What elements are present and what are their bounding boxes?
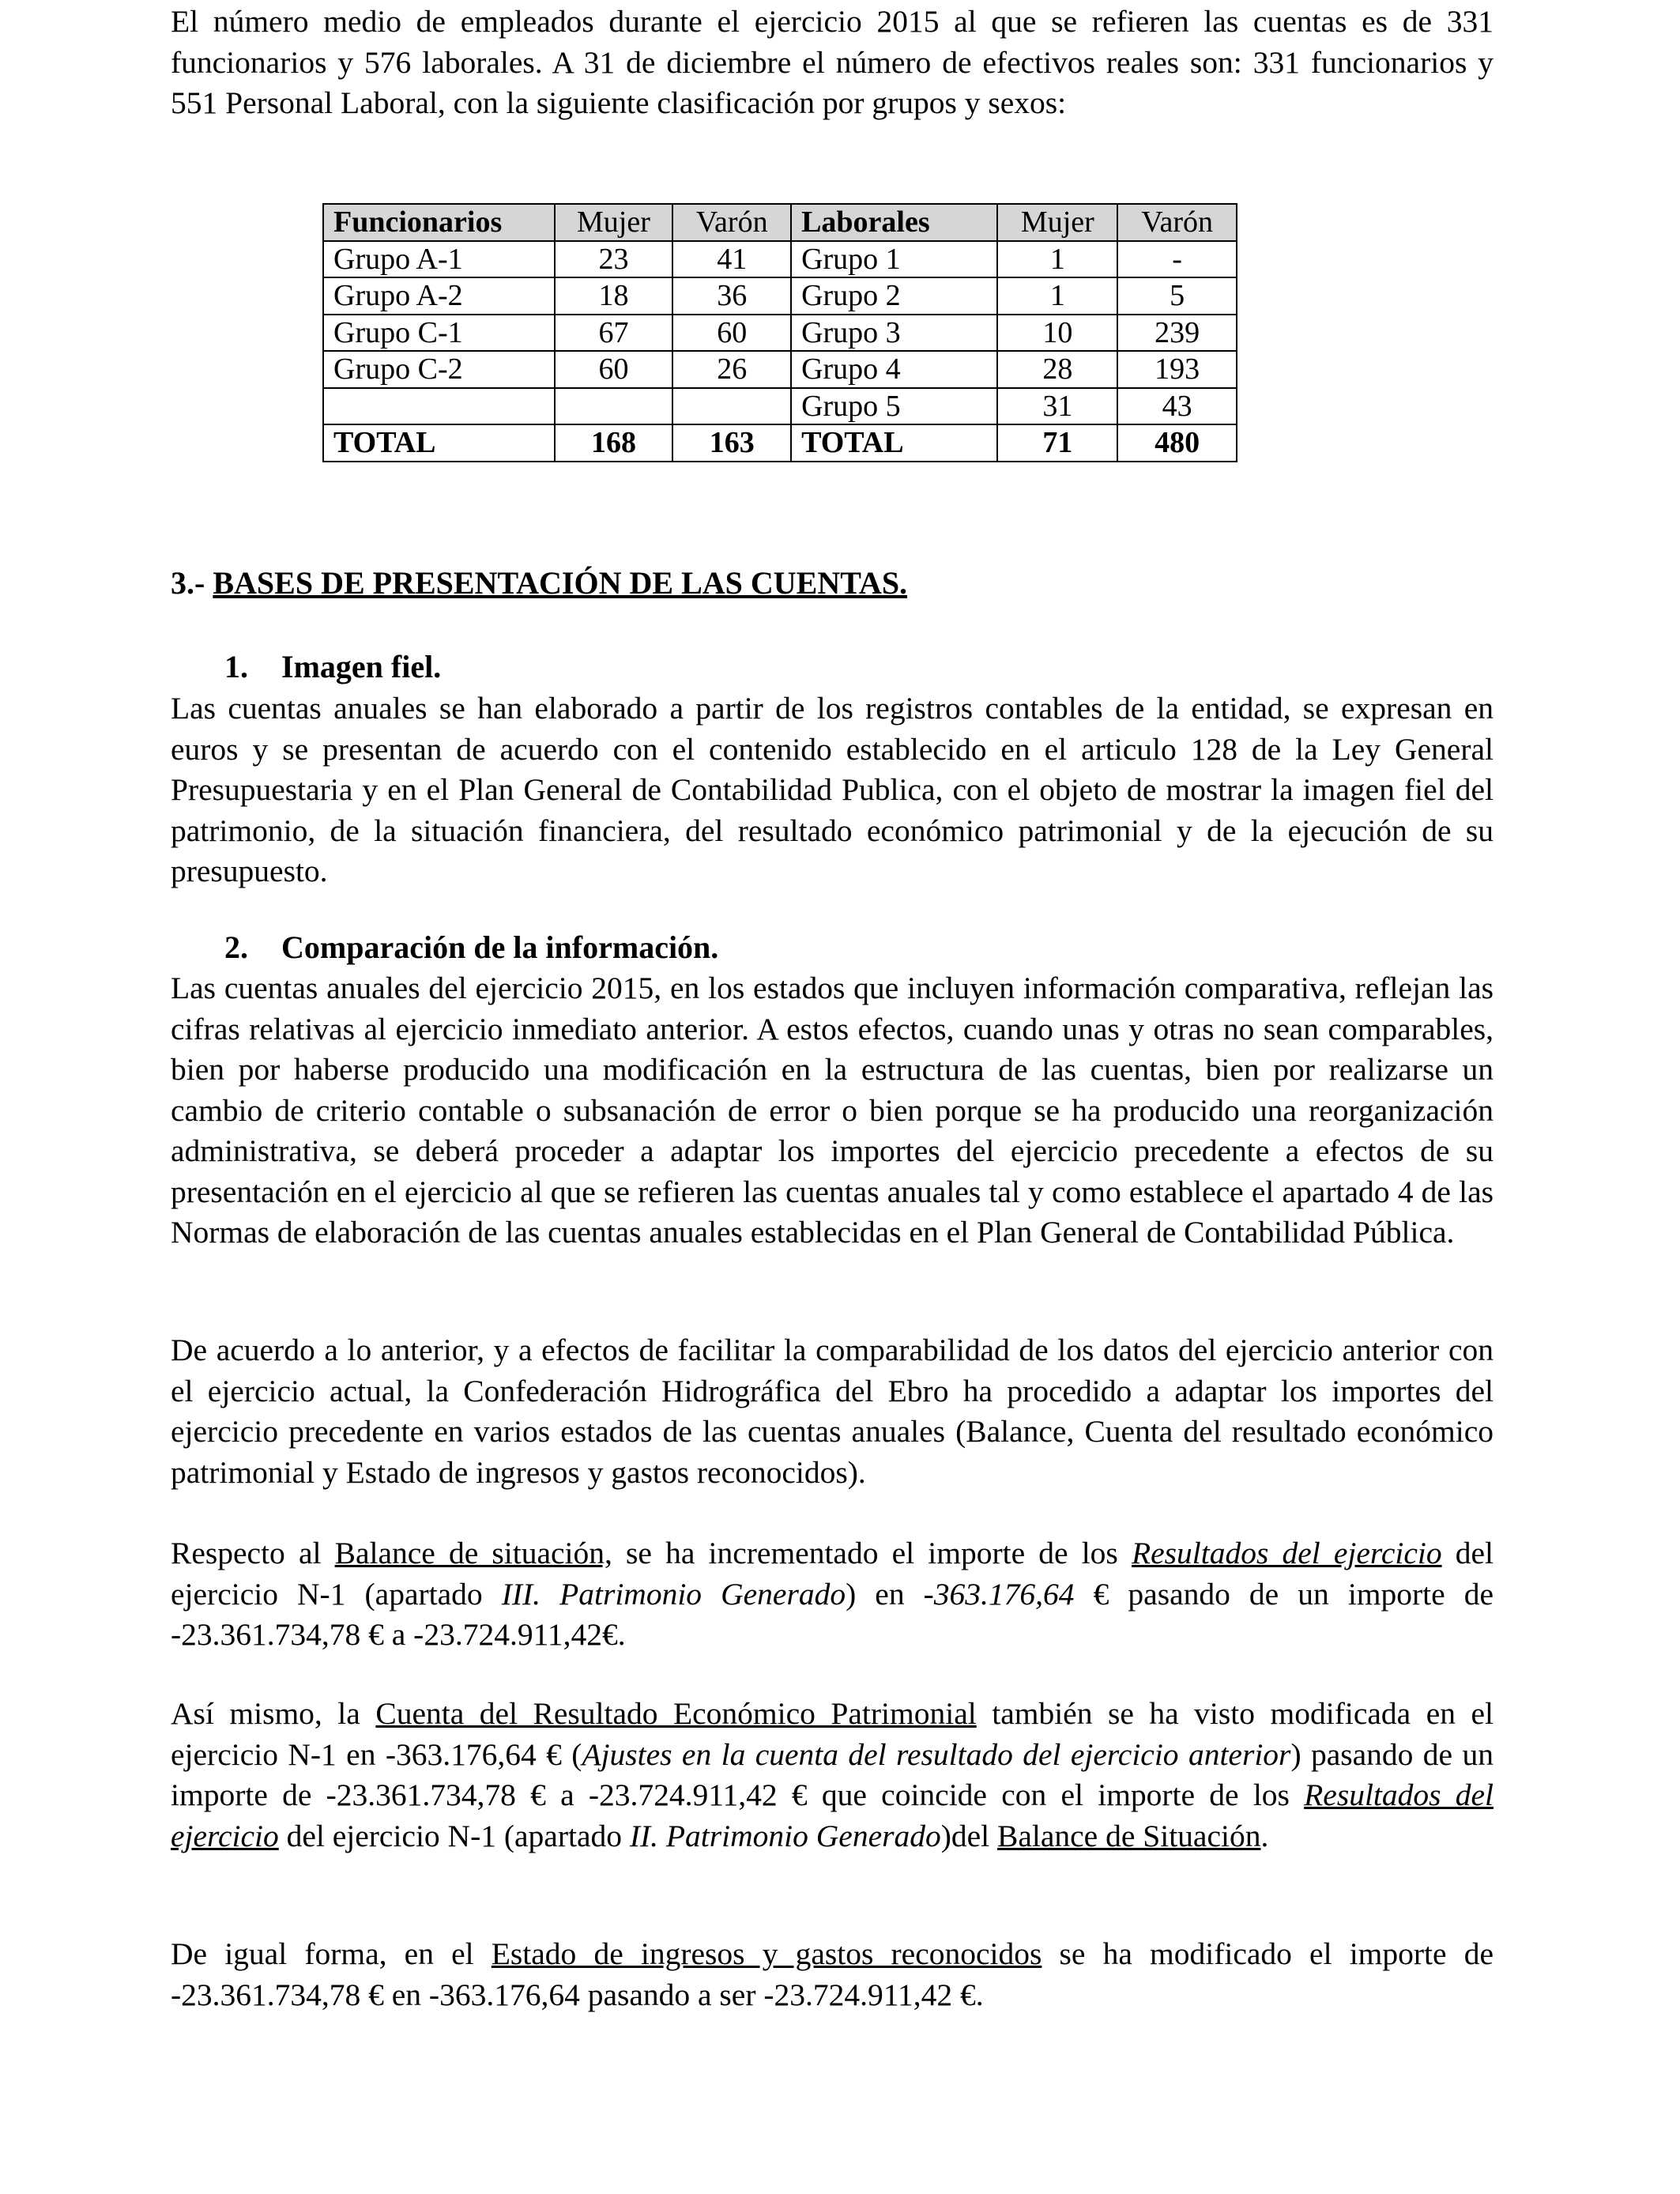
table-cell: 10 [997,315,1117,352]
table-header-cell: Funcionarios [323,204,555,241]
table-cell: 67 [555,315,673,352]
table-cell: Grupo A-1 [323,241,555,278]
table-header-cell: Mujer [555,204,673,241]
text-run: del ejercicio N-1 (apartado [171,1536,1494,1612]
table-cell: Grupo 4 [791,351,997,388]
table-cell: 31 [997,388,1117,425]
table-cell: Grupo C-1 [323,315,555,352]
table-cell: Grupo 3 [791,315,997,352]
estado-ingresos-term: Estado de ingresos y gastos reconocidos [491,1936,1042,1971]
table-row [323,315,1237,352]
table-cell: Grupo C-2 [323,351,555,388]
estado-ingresos-paragraph [171,1934,1494,2015]
text-run: De igual forma, en el [171,1936,492,1971]
table-cell: 28 [997,351,1117,388]
table-header-cell: Laborales [791,204,997,241]
subsection-heading-imagen-fiel [171,647,1494,688]
section-title: BASES DE PRESENTACIÓN DE LAS CUENTAS. [213,565,908,601]
table-cell [555,388,673,425]
table-row [323,388,1237,425]
subsection-title: Comparación de la información. [281,929,719,965]
table-total-cell: 163 [672,424,791,462]
subsection-number: 2. [224,929,248,965]
table-cell: 36 [672,277,791,315]
table-header-cell: Varón [1117,204,1237,241]
imagen-fiel-paragraph: Las cuentas anuales se han elaborado a partir de los registros contables de la entidad, se expresan en euros y se presentan de acuerdo con el contenido establecido en el articulo 128 de la Ley General Presupuestaria y en el Plan General de Contabilidad Publica, con el objeto de mostrar la imagen fiel del patrimonio, de la situación financiera, del resultado económico patrimonial y de la ejecución de su presupuesto. [171,691,1494,888]
section-number: 3.- [171,565,205,601]
text-run: Respecto al [171,1536,335,1570]
text-run: del ejercicio N-1 (apartado [278,1818,630,1853]
cuenta-resultado-term: Cuenta del Resultado Económico Patrimonial [375,1696,977,1731]
text-run: también se ha visto modificada en el ejercicio N-1 en -363.176,64 € ( [171,1696,1494,1772]
text-run: . [1260,1818,1269,1853]
comparacion-paragraph: Las cuentas anuales del ejercicio 2015, en los estados que incluyen información comparativa, reflejan las cifras relativas al ejercicio inmediato anterior. A estos efectos, cuando unas y otras no sean comparables, bien por haberse producido una modificación en la estructura de las cuentas, bien por realizarse un cambio de criterio contable o subsanación de error o bien porque se ha producido una reorganización administrativa, se deberá proceder a adaptar los importes del ejercicio precedente a efectos de su presentación en el ejercicio al que se refieren las cuentas anuales tal y como establece el apartado 4 de las Normas de elaboración de las cuentas anuales establecidas en el Plan General de Contabilidad Pública. [171,971,1494,1250]
patrimonio-term: II. Patrimonio Generado [629,1818,941,1853]
table-total-cell: 168 [555,424,673,462]
table-row [323,241,1237,278]
intro-paragraph: El número medio de empleados durante el ejercicio 2015 al que se refieren las cuentas es de 331 funcionarios y 576 laborales. A 31 de diciembre el número de efectivos reales son: 331 funcionarios y 551 Personal Laboral, con la siguiente clasificación por grupos y sexos: [171,4,1494,120]
balance-paragraph [171,1533,1494,1656]
staff-table [322,203,1237,462]
table-cell [672,388,791,425]
subsection-heading-comparacion [171,927,1494,968]
resultados-term: Resultados del ejercicio [1131,1536,1442,1570]
table-header-cell: Varón [672,204,791,241]
table-total-cell: 480 [1117,424,1237,462]
amount-term: -363.176,64 [923,1576,1075,1612]
table-cell: 60 [672,315,791,352]
table-total-cell: TOTAL [323,424,555,462]
table-header-row [323,204,1237,241]
text-run: € pasando de un importe de -23.361.734,78 € a -23.724.911,42€. [171,1576,1494,1652]
table-cell: 18 [555,277,673,315]
text-run: ) pasando de un importe de -23.361.734,78 € a -23.724.911,42 € que coincide con el importe de los [171,1736,1494,1812]
table-cell: 1 [997,241,1117,278]
subsection-title: Imagen fiel. [281,649,442,684]
table-cell [323,388,555,425]
text-run: se ha incrementado el importe de los [612,1536,1132,1570]
cuenta-resultado-paragraph [171,1694,1494,1857]
table-cell: 60 [555,351,673,388]
table-cell: 41 [672,241,791,278]
table-cell: 193 [1117,351,1237,388]
text-run: Así mismo, la [171,1696,376,1731]
table-row [323,351,1237,388]
table-row [323,277,1237,315]
table-total-cell: 71 [997,424,1117,462]
text-run: )del [940,1818,998,1853]
balance-link-text: Balance de situación, [334,1536,612,1570]
text-run: ) en [846,1576,924,1612]
subsection-number: 1. [224,649,248,684]
table-cell: 23 [555,241,673,278]
table-cell: 1 [997,277,1117,315]
ajustes-term: Ajustes en la cuenta del resultado del ejercicio anterior [582,1736,1291,1772]
section-heading [171,563,1494,604]
table-cell: Grupo 2 [791,277,997,315]
balance-term: Balance de Situación [997,1818,1261,1853]
table-cell: 43 [1117,388,1237,425]
table-total-row [323,424,1237,462]
table-total-cell: TOTAL [791,424,997,462]
patrimonio-term: III. Patrimonio Generado [501,1576,846,1612]
resultados-term: Resultados del ejercicio [171,1777,1494,1853]
table-cell: 239 [1117,315,1237,352]
table-cell: - [1117,241,1237,278]
adaptation-paragraph: De acuerdo a lo anterior, y a efectos de facilitar la comparabilidad de los datos del ejercicio anterior con el ejercicio actual, la Confederación Hidrográfica del Ebro ha procedido a adaptar los importes del ejercicio precedente en varios estados de las cuentas anuales (Balance, Cuenta del resultado económico patrimonial y Estado de ingresos y gastos reconocidos). [171,1333,1494,1490]
table-cell: Grupo A-2 [323,277,555,315]
table-header-cell: Mujer [997,204,1117,241]
text-run: se ha modificado el importe de -23.361.734,78 € en -363.176,64 pasando a ser -23.724.911,42 €. [171,1936,1494,2012]
table-cell: Grupo 5 [791,388,997,425]
table-cell: 26 [672,351,791,388]
table-cell: 5 [1117,277,1237,315]
table-cell: Grupo 1 [791,241,997,278]
